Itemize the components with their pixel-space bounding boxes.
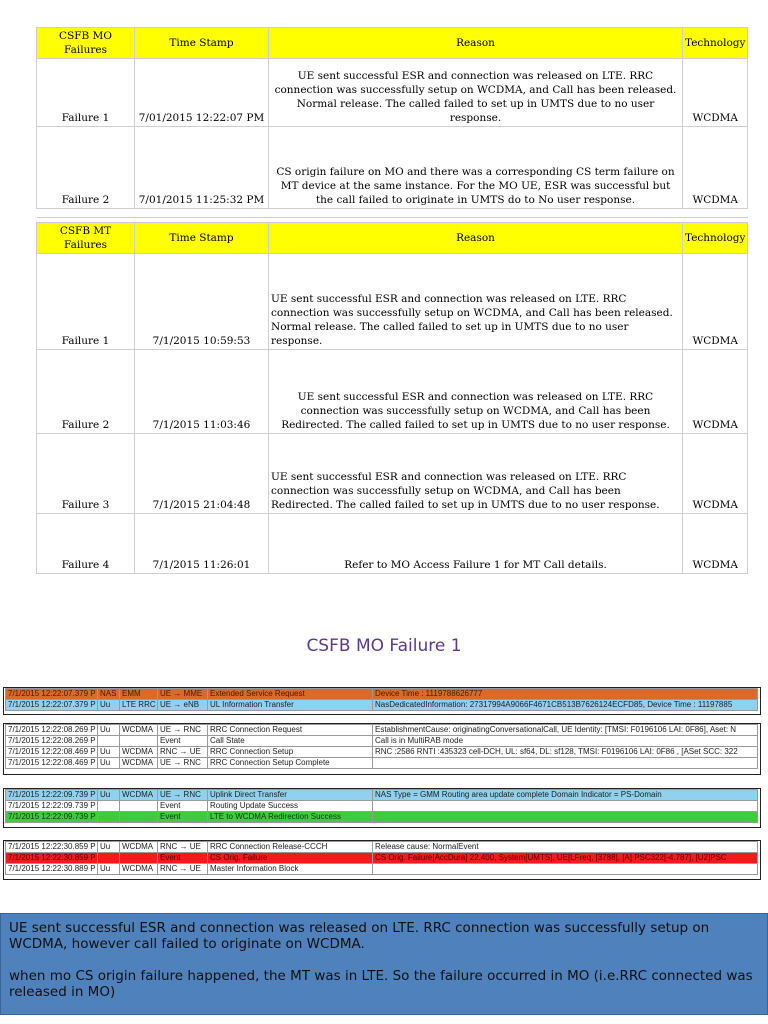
spacer-row	[37, 209, 748, 218]
log-message: Call State	[208, 736, 373, 747]
log-details	[373, 758, 758, 769]
summary-paragraph-1: UE sent successful ESR and connection was released on LTE. RRC connection was successfully setup on WCDMA, however call failed to originate on WCDMA.	[9, 920, 710, 952]
log-direction: Event	[158, 853, 208, 864]
tech-cell: WCDMA	[683, 434, 748, 514]
log-timestamp: 7/1/2015 12:22:08.469 P	[6, 758, 98, 769]
log-timestamp: 7/1/2015 12:22:08.269 P	[6, 736, 98, 747]
time-cell: 7/1/2015 10:59:53	[135, 254, 269, 350]
failure-cell: Failure 3	[37, 434, 135, 514]
log-details	[373, 812, 758, 823]
time-cell: 7/01/2015 12:22:07 PM	[135, 59, 269, 127]
reason-cell: Refer to MO Access Failure 1 for MT Call details.	[269, 514, 683, 574]
log-direction: Event	[158, 801, 208, 812]
log-message: LTE to WCDMA Redirection Success	[208, 812, 373, 823]
log-timestamp: 7/1/2015 12:22:08.469 P	[6, 747, 98, 758]
log-timestamp: 7/1/2015 12:22:30.859 P	[6, 842, 98, 853]
table-row	[37, 514, 748, 574]
tech-cell: WCDMA	[683, 254, 748, 350]
tech-cell: WCDMA	[683, 127, 748, 209]
log-timestamp: 7/1/2015 12:22:30.859 P	[6, 853, 98, 864]
reason-cell: UE sent successful ESR and connection was released on LTE. RRC connection was successfully setup on WCDMA, and Call has been Redirected. The called failed to set up in UMTS due to no user response.	[269, 350, 683, 434]
table-row	[37, 59, 748, 127]
log-details	[373, 801, 758, 812]
log-message: RRC Connection Release-CCCH	[208, 842, 373, 853]
log-timestamp: 7/1/2015 12:22:09.739 P	[6, 812, 98, 823]
log-row[interactable]	[6, 864, 758, 875]
log-protocol	[120, 853, 158, 864]
table-row	[37, 254, 748, 350]
log-details: NasDedicatedInformation: 27317994A9066F4671CB513B7626124ECFD85, Device Time : 11197885	[373, 700, 758, 711]
log-timestamp: 7/1/2015 12:22:07.379 P	[6, 700, 98, 711]
log-protocol: LTE RRC	[120, 700, 158, 711]
log-row[interactable]	[6, 812, 758, 823]
reason-cell: UE sent successful ESR and connection was released on LTE. RRC connection was successfully setup on WCDMA, and Call has been Redirected. The called failed to set up in UMTS due to no user response.	[269, 434, 683, 514]
failure-cell: Failure 1	[37, 59, 135, 127]
log-protocol	[120, 801, 158, 812]
tech-cell: WCDMA	[683, 59, 748, 127]
log-interface: NAS	[98, 689, 120, 700]
log-row[interactable]	[6, 801, 758, 812]
log-details: NAS Type = GMM Routing area update complete Domain Indicator = PS-Domain	[373, 790, 758, 801]
log-timestamp: 7/1/2015 12:22:08.269 P	[6, 725, 98, 736]
log-table	[5, 688, 758, 711]
header-reason: Reason	[269, 223, 683, 254]
header-time-stamp: Time Stamp	[135, 28, 269, 59]
log-details: RNC :2586 RNTI :435323 cell-DCH, UL: sf64, DL: sf128, TMSI: F0196106 LAI: 0F86 , [ASet SCC: 322	[373, 747, 758, 758]
failure-cell: Failure 1	[37, 254, 135, 350]
section-title: CSFB MO Failure 1	[306, 636, 462, 656]
log-protocol	[120, 736, 158, 747]
time-cell: 7/01/2015 11:25:32 PM	[135, 127, 269, 209]
header-technology: Technology	[683, 28, 748, 59]
log-interface: Uu	[98, 700, 120, 711]
log-interface	[98, 736, 120, 747]
log-row[interactable]	[6, 736, 758, 747]
mt-table-header-row	[37, 223, 748, 254]
log-protocol: WCDMA	[120, 725, 158, 736]
header-failures: CSFB MO Failures	[37, 28, 135, 59]
failure-cell: Failure 4	[37, 514, 135, 574]
log-timestamp: 7/1/2015 12:22:07.379 P	[6, 689, 98, 700]
log-direction: UE → eNB	[158, 700, 208, 711]
log-table	[5, 789, 758, 823]
log-message: RRC Connection Request	[208, 725, 373, 736]
log-timestamp: 7/1/2015 12:22:09.739 P	[6, 790, 98, 801]
header-technology: Technology	[683, 223, 748, 254]
log-table	[5, 724, 758, 769]
mo-table-header-row	[37, 28, 748, 59]
header-reason: Reason	[269, 28, 683, 59]
log-direction: UE → RNC	[158, 758, 208, 769]
header-failures: CSFB MT Failures	[37, 223, 135, 254]
log-details: EstablishmentCause: originatingConversationalCall, UE Identity: [TMSI: F0196106 LAI: 0F86], Aset: N	[373, 725, 758, 736]
log-interface	[98, 812, 120, 823]
log-protocol	[120, 812, 158, 823]
failure-cell: Failure 2	[37, 350, 135, 434]
table-row	[37, 127, 748, 209]
log-protocol: WCDMA	[120, 758, 158, 769]
time-cell: 7/1/2015 11:26:01	[135, 514, 269, 574]
failure-cell: Failure 2	[37, 127, 135, 209]
log-interface: Uu	[98, 747, 120, 758]
log-interface: Uu	[98, 790, 120, 801]
log-protocol: EMM	[120, 689, 158, 700]
log-row[interactable]	[6, 842, 758, 853]
log-direction: Event	[158, 736, 208, 747]
log-details: Device Time : 1119788626777	[373, 689, 758, 700]
table-row	[37, 350, 748, 434]
log-row[interactable]	[6, 700, 758, 711]
log-direction: UE → RNC	[158, 790, 208, 801]
log-interface	[98, 801, 120, 812]
log-interface: Uu	[98, 758, 120, 769]
log-direction: RNC → UE	[158, 842, 208, 853]
log-direction: UE → MME	[158, 689, 208, 700]
log-details: CS Orig. Failure[AccDura] 22.400, System[UMTS], UE[LFreq, [3788], [A] PSC322[-4.787], [U2]PSC	[373, 853, 758, 864]
header-time-stamp: Time Stamp	[135, 223, 269, 254]
log-direction: RNC → UE	[158, 747, 208, 758]
log-row[interactable]	[6, 747, 758, 758]
mt-failures-table	[36, 222, 748, 574]
log-message: RRC Connection Setup	[208, 747, 373, 758]
log-message: Extended Service Request	[208, 689, 373, 700]
summary-box	[0, 913, 768, 1015]
mo-failures-table	[36, 27, 748, 218]
log-table	[5, 841, 758, 875]
tech-cell: WCDMA	[683, 350, 748, 434]
log-interface: Uu	[98, 725, 120, 736]
log-details: Call is in MultiRAB mode	[373, 736, 758, 747]
log-message: CS Orig. Failure	[208, 853, 373, 864]
log-direction: RNC → UE	[158, 864, 208, 875]
log-message: Uplink Direct Transfer	[208, 790, 373, 801]
reason-cell: CS origin failure on MO and there was a corresponding CS term failure on MT device at the same instance. For the MO UE, ESR was successful but the call failed to originate in UMTS do to No user response.	[269, 127, 683, 209]
table-row	[37, 434, 748, 514]
reason-cell: UE sent successful ESR and connection was released on LTE. RRC connection was successfully setup on WCDMA, and Call has been released. Normal release. The called failed to set up in UMTS due to no user response.	[269, 59, 683, 127]
log-interface	[98, 853, 120, 864]
log-interface: Uu	[98, 842, 120, 853]
log-details	[373, 864, 758, 875]
log-message: Master Information Block	[208, 864, 373, 875]
time-cell: 7/1/2015 11:03:46	[135, 350, 269, 434]
log-row[interactable]	[6, 853, 758, 864]
log-protocol: WCDMA	[120, 790, 158, 801]
log-row[interactable]	[6, 790, 758, 801]
log-protocol: WCDMA	[120, 747, 158, 758]
log-protocol: WCDMA	[120, 842, 158, 853]
log-interface: Uu	[98, 864, 120, 875]
log-row[interactable]	[6, 758, 758, 769]
log-message: RRC Connection Setup Complete	[208, 758, 373, 769]
log-details: Release cause: NormalEvent	[373, 842, 758, 853]
log-protocol: WCDMA	[120, 864, 158, 875]
log-row[interactable]	[6, 689, 758, 700]
log-direction: UE → RNC	[158, 725, 208, 736]
log-message: UL Information Transfer	[208, 700, 373, 711]
summary-paragraph-2: when mo CS origin failure happened, the MT was in LTE. So the failure occurred in MO (i.e.RRC connected was released in MO)	[9, 968, 753, 1000]
log-timestamp: 7/1/2015 12:22:30.889 P	[6, 864, 98, 875]
log-direction: Event	[158, 812, 208, 823]
tech-cell: WCDMA	[683, 514, 748, 574]
reason-cell: UE sent successful ESR and connection was released on LTE. RRC connection was successfully setup on WCDMA, and Call has been released. Normal release. The called failed to set up in UMTS due to no user response.	[269, 254, 683, 350]
log-row[interactable]	[6, 725, 758, 736]
log-timestamp: 7/1/2015 12:22:09.739 P	[6, 801, 98, 812]
log-message: Routing Update Success	[208, 801, 373, 812]
time-cell: 7/1/2015 21:04:48	[135, 434, 269, 514]
